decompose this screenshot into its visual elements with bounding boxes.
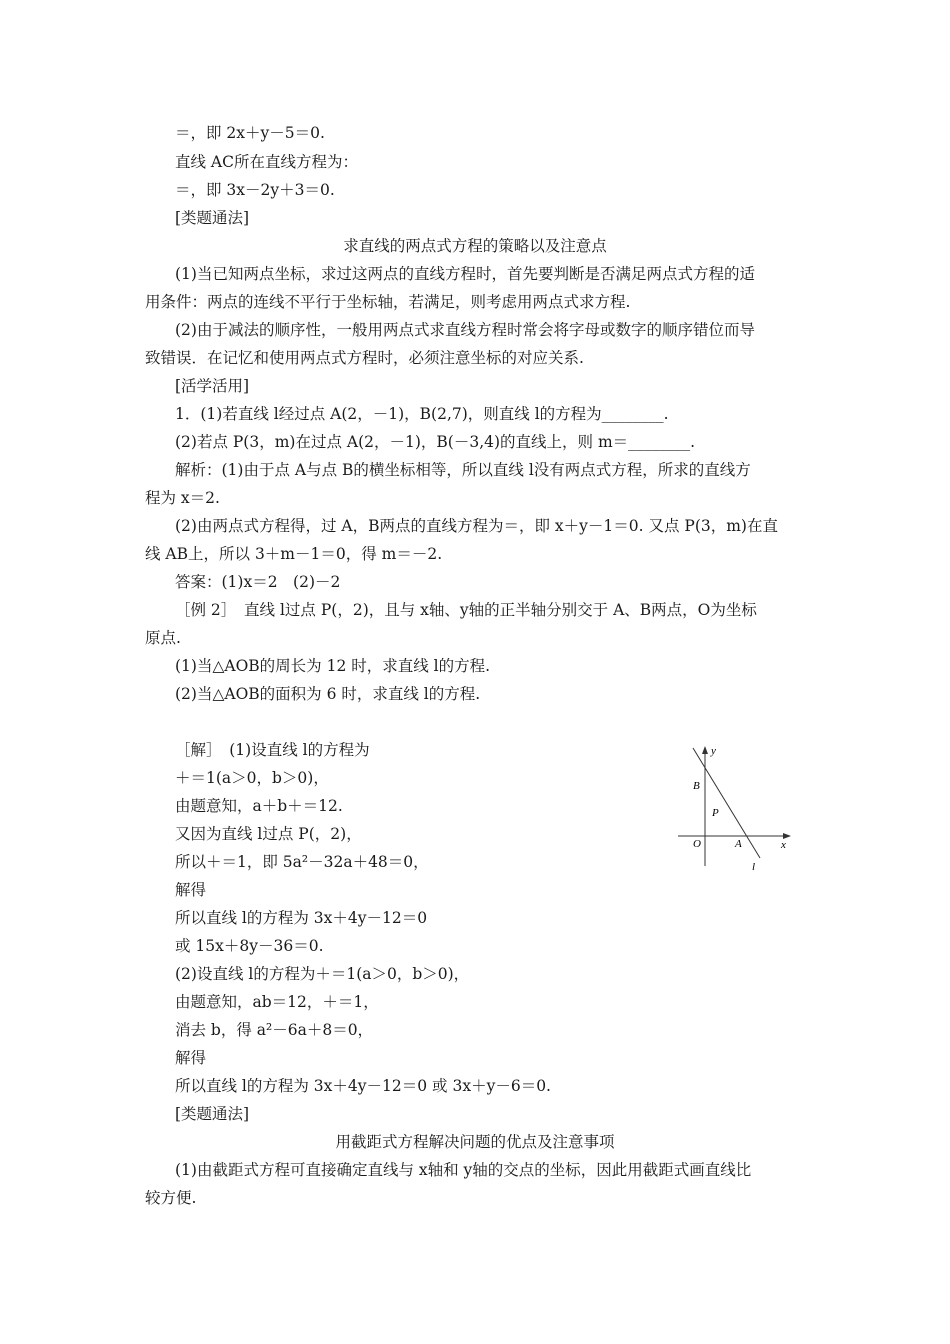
section-tag: [类题通法] (175, 209, 250, 227)
solution-line: 解析：(1)由于点 A与点 B的横坐标相等，所以直线 l没有两点式方程，所求的直线方 (175, 461, 751, 479)
solution-line: 解得 (175, 1049, 207, 1067)
paragraph-line: 用条件：两点的连线不平行于坐标轴，若满足，则考虑用两点式求方程. (145, 293, 631, 311)
solution-line: 由题意知，a＋b＋＝12. (175, 797, 343, 815)
text-line: 直线 AC所在直线方程为： (175, 153, 358, 171)
paragraph-line: 致错误．在记忆和使用两点式方程时，必须注意坐标的对应关系. (145, 349, 584, 367)
solution-line: 又因为直线 l过点 P(，2)， (175, 825, 362, 843)
equation-line: ＝，即 3x－2y＋3＝0. (175, 181, 335, 199)
line-l (693, 748, 760, 858)
solution-line: ＋＝1(a＞0，b＞0)， (175, 769, 329, 787)
origin-label: O (693, 838, 701, 850)
solution-line: (2)设直线 l的方程为＋＝1(a＞0，b＞0)， (175, 965, 470, 983)
section-tag: [类题通法] (175, 1105, 250, 1123)
paragraph-line: (1)由截距式方程可直接确定直线与 x轴和 y轴的交点的坐标，因此用截距式画直线比 (175, 1161, 752, 1179)
y-axis-label: y (711, 745, 716, 757)
solution-line: 由题意知，ab＝12，＋＝1， (175, 993, 379, 1011)
solution-line: 或 15x＋8y－36＝0. (175, 937, 324, 955)
paragraph-line: (2)由于减法的顺序性，一般用两点式求直线方程时常会将字母或数字的顺序错位而导 (175, 321, 755, 339)
example-line: 原点. (145, 629, 181, 647)
x-axis-label: x (781, 839, 786, 851)
solution-line: 所以直线 l的方程为 3x＋4y－12＝0 (175, 909, 428, 927)
section-tag: [活学活用] (175, 377, 250, 395)
solution-line: ［解］ (1)设直线 l的方程为 (175, 741, 370, 759)
solution-line: 线 AB上，所以 3＋m－1＝0，得 m＝－2. (145, 545, 443, 563)
point-a-label: A (735, 838, 742, 850)
solution-line: 所以直线 l的方程为 3x＋4y－12＝0 或 3x＋y－6＝0. (175, 1077, 551, 1095)
equation-line: ＝，即 2x＋y－5＝0. (175, 124, 325, 142)
paragraph-line: (1)当已知两点坐标，求过这两点的直线方程时，首先要判断是否满足两点式方程的适 (175, 265, 755, 283)
point-p-label: P (712, 807, 719, 819)
paragraph-line: 较方便. (145, 1189, 197, 1207)
line-l-label: l (752, 861, 756, 873)
solution-line: 解得 (175, 881, 207, 899)
solution-line: 程为 x＝2. (145, 489, 220, 507)
line-intercept-figure (672, 740, 802, 880)
example-question: (2)当△AOB的面积为 6 时，求直线 l的方程. (175, 685, 481, 703)
example-line: ［例 2］ 直线 l过点 P(，2)，且与 x轴、y轴的正半轴分别交于 A、B两点，O为坐标 (175, 601, 757, 619)
y-axis-arrow (702, 746, 708, 754)
solution-line: (2)由两点式方程得，过 A，B两点的直线方程为＝，即 x＋y－1＝0. 又点 P(3，m)在直 (175, 517, 778, 535)
answer-line: 答案：(1)x＝2 (2)－2 (175, 573, 341, 591)
section-heading: 求直线的两点式方程的策略以及注意点 (343, 237, 607, 255)
solution-line: 所以＋＝1，即 5a²－32a＋48＝0， (175, 853, 429, 871)
example-question: (1)当△AOB的周长为 12 时，求直线 l的方程. (175, 657, 491, 675)
solution-line: 消去 b，得 a²－6a＋8＝0， (175, 1021, 374, 1039)
point-b-label: B (693, 780, 700, 792)
exercise-line: (2)若点 P(3，m)在过点 A(2，－1)，B(－3,4)的直线上，则 m＝________. (175, 433, 696, 451)
section-heading: 用截距式方程解决问题的优点及注意事项 (335, 1133, 615, 1151)
exercise-line: 1．(1)若直线 l经过点 A(2，－1)，B(2,7)，则直线 l的方程为________. (175, 405, 669, 423)
